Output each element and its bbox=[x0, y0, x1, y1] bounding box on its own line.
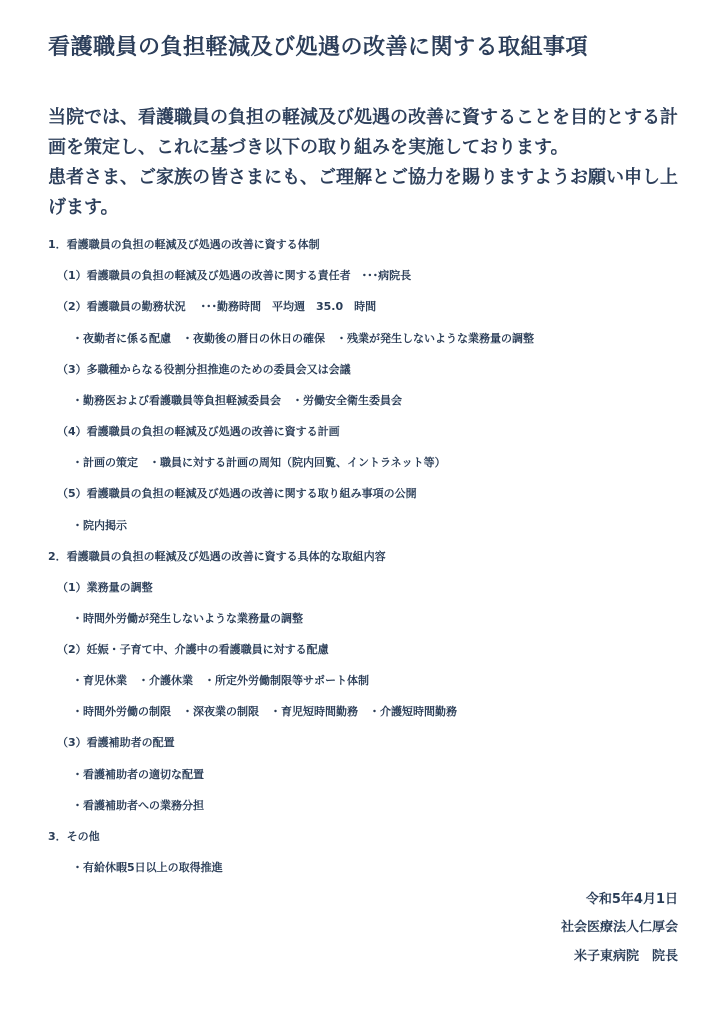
section-heading-2: 2．看護職員の負担の軽減及び処遇の改善に資する具体的な取組内容 bbox=[48, 550, 386, 563]
subsection-item: （2）妊娠・子育て中、介護中の看護職員に対する配慮 bbox=[57, 643, 329, 656]
subsection-item: （1）看護職員の負担の軽減及び処遇の改善に関する責任者 ･･･病院長 bbox=[57, 269, 412, 282]
bullet-item: ・時間外労働の制限 ・深夜業の制限 ・育児短時間勤務 ・介護短時間勤務 bbox=[72, 705, 457, 718]
bullet-item: ・看護補助者への業務分担 bbox=[72, 799, 204, 812]
subsection-item: （3）多職種からなる役割分担推進のための委員会又は会議 bbox=[57, 363, 351, 376]
bullet-item: ・院内掲示 bbox=[72, 519, 127, 532]
subsection-item: （1）業務量の調整 bbox=[57, 581, 153, 594]
subsection-item: （2）看護職員の勤務状況 ･･･勤務時間 平均週 35.0 時間 bbox=[57, 300, 377, 313]
bullet-item: ・看護補助者の適切な配置 bbox=[72, 768, 204, 781]
page-title: 看護職員の負担軽減及び処遇の改善に関する取組事項 bbox=[48, 35, 589, 60]
section-heading-3: 3．その他 bbox=[48, 830, 100, 843]
bullet-item: ・計画の策定 ・職員に対する計画の周知（院内回覧、イントラネット等） bbox=[72, 456, 446, 469]
bullet-item: ・勤務医および看護職員等負担軽減委員会 ・労働安全衛生委員会 bbox=[72, 394, 402, 407]
signature-date: 令和5年4月1日 bbox=[585, 892, 678, 907]
subsection-item: （5）看護職員の負担の軽減及び処遇の改善に関する取り組み事項の公開 bbox=[57, 487, 417, 500]
subsection-item: （3）看護補助者の配置 bbox=[57, 736, 175, 749]
bullet-item: ・育児休業 ・介護休業 ・所定外労働制限等サポート体制 bbox=[72, 674, 369, 687]
bullet-item: ・有給休暇5日以上の取得推進 bbox=[72, 861, 223, 874]
intro-paragraph-1: 当院では、看護職員の負担の軽減及び処遇の改善に資することを目的とする計画を策定し、これに基づき以下の取り組みを実施しております。 bbox=[48, 107, 678, 158]
bullet-item: ・時間外労働が発生しないような業務量の調整 bbox=[72, 612, 303, 625]
section-heading-1: 1．看護職員の負担の軽減及び処遇の改善に資する体制 bbox=[48, 238, 320, 251]
subsection-item: （4）看護職員の負担の軽減及び処遇の改善に資する計画 bbox=[57, 425, 340, 438]
intro-text bbox=[48, 103, 688, 223]
signature-hospital: 米子東病院 院長 bbox=[573, 949, 678, 964]
intro-paragraph-2: 患者さま、ご家族の皆さまにも、ご理解とご協力を賜りますようお願い申し上げます。 bbox=[48, 167, 678, 218]
signature-organization: 社会医療法人仁厚会 bbox=[560, 920, 678, 935]
bullet-item: ・夜勤者に係る配慮 ・夜勤後の暦日の休日の確保 ・残業が発生しないような業務量の調整 bbox=[72, 332, 534, 345]
